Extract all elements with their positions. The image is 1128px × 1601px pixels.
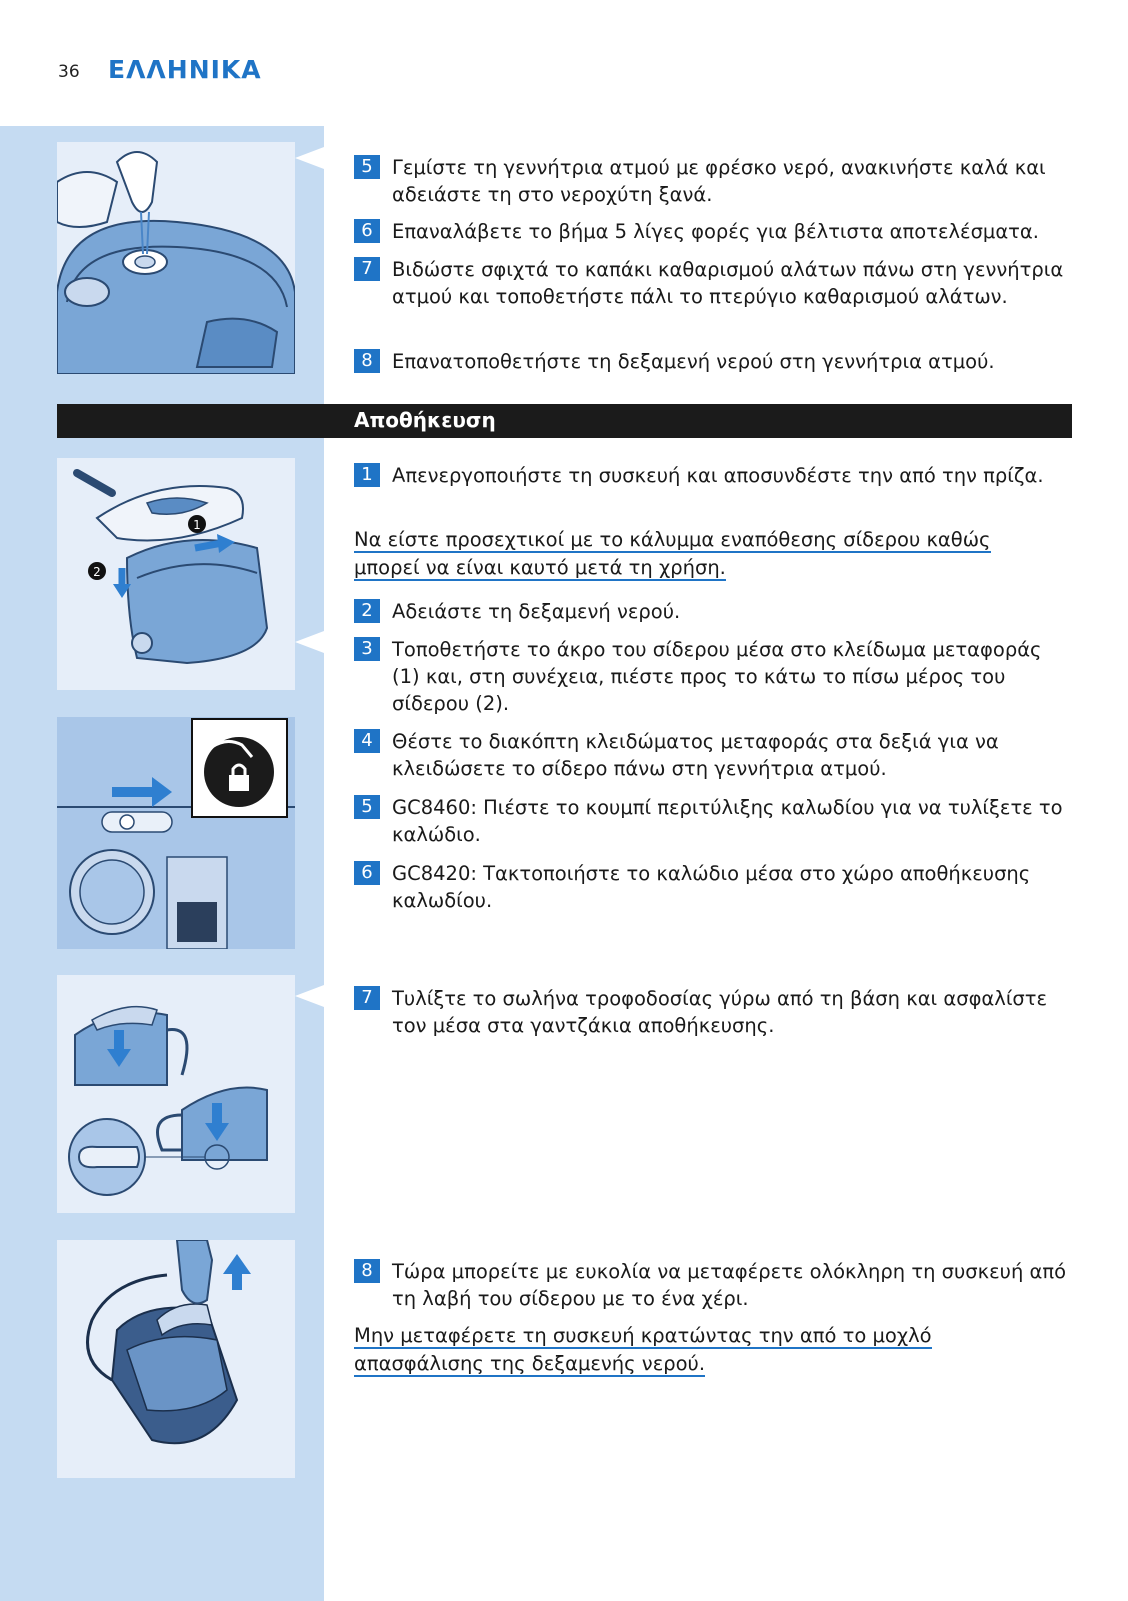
callout-1: 1 — [193, 518, 201, 532]
step-number: 5 — [354, 155, 380, 179]
figure-hose-storage — [57, 975, 295, 1213]
step-text: Αδειάστε τη δεξαμενή νερού. — [392, 600, 681, 623]
language-title: ΕΛΛΗΝΙΚΑ — [108, 55, 262, 84]
figure-iron-on-base — [57, 458, 295, 690]
step-item — [354, 598, 1074, 625]
section-bar — [57, 404, 1072, 438]
step-text: Τυλίξτε το σωλήνα τροφοδοσίας γύρω από τη βάση και ασφαλίστε τον μέσα στα γαντζάκια αποθήκευσης. — [392, 987, 1048, 1037]
step-text: Απενεργοποιήστε τη συσκευή και αποσυνδέστε την από την πρίζα. — [392, 464, 1044, 487]
step-text: GC8460: Πιέστε το κουμπί περιτύλιξης καλωδίου για να τυλίξετε το καλώδιο. — [392, 796, 1063, 846]
step-number: 7 — [354, 986, 380, 1010]
step-number: 6 — [354, 861, 380, 885]
warning-note — [354, 1322, 1034, 1378]
step-item — [354, 348, 1074, 375]
figure-lock-switch — [57, 717, 295, 949]
step-number: 2 — [354, 599, 380, 623]
step-item — [354, 728, 1074, 782]
figure-pointer — [295, 147, 324, 169]
step-number: 4 — [354, 729, 380, 753]
step-text: Τοποθετήστε το άκρο του σίδερου μέσα στο κλείδωμα μεταφοράς (1) και, στη συνέχεια, πιέστε προς το κάτω το πίσω μέρος του σίδερου (2). — [392, 638, 1042, 715]
note-text: Μην μεταφέρετε τη συσκευή κρατώντας την από το μοχλό απασφάλισης της δεξαμενής νερού. — [354, 1324, 932, 1375]
step-item — [354, 794, 1074, 848]
step-number: 7 — [354, 257, 380, 281]
figure-carry-appliance — [57, 1240, 295, 1478]
step-item — [354, 462, 1074, 489]
step-number: 8 — [354, 349, 380, 373]
step-number: 5 — [354, 795, 380, 819]
step-item — [354, 218, 1074, 245]
note-text: Να είστε προσεχτικοί με το κάλυμμα εναπόθεσης σίδερου καθώς μπορεί να είναι καυτό μετά τη χρήση. — [354, 528, 991, 579]
page-number: 36 — [58, 62, 80, 82]
callout-2: 2 — [93, 565, 101, 579]
step-text: Τώρα μπορείτε με ευκολία να μεταφέρετε ολόκληρη τη συσκευή από τη λαβή του σίδερου με το ένα χέρι. — [392, 1260, 1067, 1310]
step-item — [354, 985, 1074, 1039]
figure-fill-steam-generator — [57, 142, 295, 374]
step-text: Επανατοποθετήστε τη δεξαμενή νερού στη γεννήτρια ατμού. — [392, 350, 995, 373]
step-number: 6 — [354, 219, 380, 243]
step-item — [354, 256, 1074, 310]
step-text: Θέστε το διακόπτη κλειδώματος μεταφοράς στα δεξιά για να κλειδώσετε το σίδερο πάνω στη γεννήτρια ατμού. — [392, 730, 999, 780]
step-text: Βιδώστε σφιχτά το καπάκι καθαρισμού αλάτων πάνω στη γεννήτρια ατμού και τοποθετήστε πάλι το πτερύγιο καθαρισμού αλάτων. — [392, 258, 1064, 308]
step-text: Γεμίστε τη γεννήτρια ατμού με φρέσκο νερό, ανακινήστε καλά και αδειάστε τη στο νεροχύτη ξανά. — [392, 156, 1046, 206]
step-text: Επαναλάβετε το βήμα 5 λίγες φορές για βέλτιστα αποτελέσματα. — [392, 220, 1039, 243]
step-number: 8 — [354, 1259, 380, 1283]
figure-pointer — [295, 631, 324, 653]
figure-pointer — [295, 985, 324, 1007]
step-number: 1 — [354, 463, 380, 487]
warning-note — [354, 526, 1034, 582]
step-item — [354, 154, 1074, 208]
step-item — [354, 860, 1074, 914]
step-item — [354, 636, 1074, 717]
section-title: Αποθήκευση — [354, 408, 496, 432]
step-text: GC8420: Τακτοποιήστε το καλώδιο μέσα στο χώρο αποθήκευσης καλωδίου. — [392, 862, 1031, 912]
step-number: 3 — [354, 637, 380, 661]
step-item — [354, 1258, 1074, 1312]
